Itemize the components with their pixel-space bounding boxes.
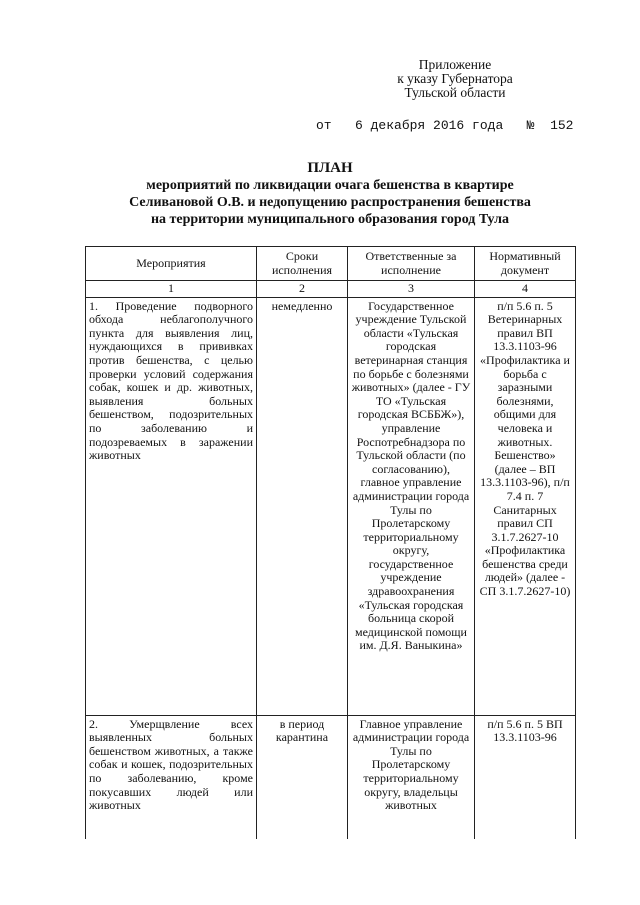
plan-title-line-2: Селивановой О.В. и недопущению распространения бешенства <box>129 195 531 210</box>
header-terms: Сроки исполнения <box>257 247 348 281</box>
appendix-line-1: Приложение <box>418 57 492 72</box>
table-row <box>86 297 576 715</box>
column-number-3: 3 <box>348 281 475 298</box>
row-2-measure: 2. Умерщвление всех выявленных больных бешенством животных, а также собак и кошек, подозрительных по заболеванию, кроме покусавших людей или животных <box>86 715 257 839</box>
appendix-line-3: Тульской области <box>404 85 506 100</box>
column-number-2: 2 <box>257 281 348 298</box>
row-1-document: п/п 5.6 п. 5 Ветеринарных правил ВП 13.3.1103-96 «Профилактика и борьба с заразными болезнями, общими для человека и животных. Бешенство» (далее – ВП 13.3.1103-96), п/п 7.4 п. 7 Санитарных правил СП 3.1.7.2627-10 «Профилактика бешенства среди людей» (далее - СП 3.1.7.2627-10) <box>475 297 576 715</box>
row-2-term: в период карантина <box>257 715 348 839</box>
table-header-row <box>86 247 576 281</box>
decree-date: 6 декабря 2016 года <box>355 118 504 133</box>
row-1-term: немедленно <box>257 297 348 715</box>
decree-number: 152 <box>550 118 574 133</box>
row-2-responsible: Главное управление администрации города Тулы по Пролетарскому территориальному округу, владельцы животных <box>348 715 475 839</box>
decree-line <box>316 118 573 133</box>
row-1-measure: 1. Проведение подворного обхода неблагополучного пункта для выявления лиц, нуждающихся в прививках против бешенства, с целью проверки условий содержания собак, кошек и др. животных, выявления больных бешенством, подозрительных по заболеванию и подозреваемых в заражении животных <box>86 297 257 715</box>
appendix-block <box>360 58 550 100</box>
plan-title-line-1: мероприятий по ликвидации очага бешенства в квартире <box>146 178 514 193</box>
decree-from-label: от <box>316 118 332 133</box>
header-document: Нормативный документ <box>475 247 576 281</box>
plan-title-line-3: на территории муниципального образования город Тула <box>150 212 510 227</box>
row-1-responsible: Государственное учреждение Тульской области «Тульская городская ветеринарная станция по борьбе с болезнями животных» (далее - ГУ ТО «Тульская городская ВСББЖ»), управление Роспотребнадзора по Тульской области (по согласованию), главное управление администрации города Тулы по Пролетарскому территориальному округу, государственное учреждение здравоохранения «Тульская городская больница скорой медицинской помощи им. Д.Я. Ваныкина» <box>348 297 475 715</box>
plan-heading: ПЛАН <box>307 160 353 176</box>
plan-table <box>85 246 576 839</box>
table-row <box>86 715 576 839</box>
column-number-4: 4 <box>475 281 576 298</box>
header-measures: Мероприятия <box>86 247 257 281</box>
plan-title <box>80 160 580 228</box>
row-2-document: п/п 5.6 п. 5 ВП 13.3.1103-96 <box>475 715 576 839</box>
appendix-line-2: к указу Губернатора <box>397 71 513 86</box>
header-responsible: Ответственные за исполнение <box>348 247 475 281</box>
column-number-1: 1 <box>86 281 257 298</box>
decree-number-sign: № <box>526 118 535 133</box>
column-number-row <box>86 281 576 298</box>
